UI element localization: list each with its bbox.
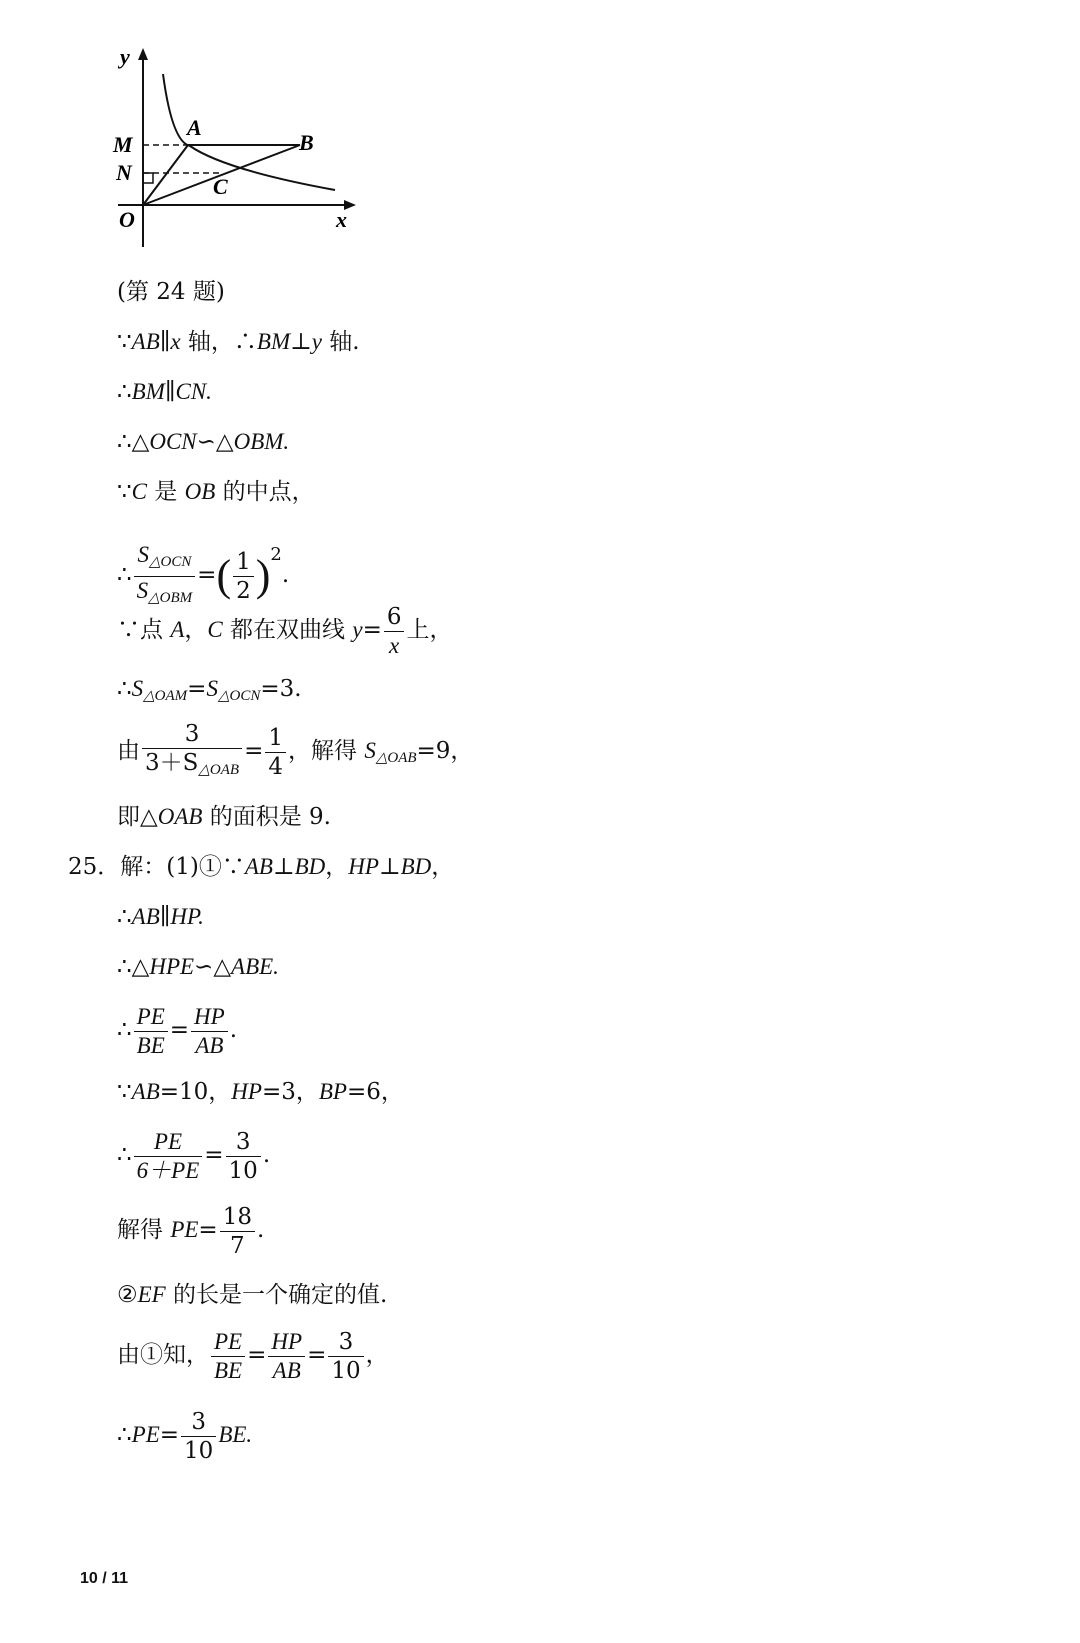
label-N: N	[116, 160, 132, 185]
figure-caption: (第 24 题)	[117, 279, 225, 305]
fraction-one-quarter: $\frac{1}{4}$	[265, 724, 286, 781]
function-graph-figure	[110, 42, 375, 267]
line-6: ∵点 A，C 都在双曲线 y= $\frac{6}{x}$ 上，	[117, 603, 453, 658]
line-15: ∴ $\frac{PE}{6+PE}$ = $\frac{3}{10}$ .	[117, 1128, 271, 1184]
line-13: ∴ $\frac{PE}{BE}$ = $\frac{HP}{AB}$ .	[117, 1003, 238, 1058]
label-x: x	[336, 207, 347, 232]
label-M: M	[113, 132, 133, 157]
line-18: 由①知， $\frac{PE}{BE}$ = $\frac{HP}{AB}$ = $\frac{3}{10}$ ，	[117, 1328, 389, 1384]
line-8: 由 $\frac{3}{\text{3＋S△OAB}}$ = $\frac{1}{4}$ ，解得 S△OAB=9，	[117, 720, 473, 780]
line-7: ∴S△OAM=S△OCN=3.	[117, 676, 302, 704]
line-17: ②EF 的长是一个确定的值.	[117, 1282, 388, 1308]
line-4: ∵C 是 OB 的中点，	[117, 479, 315, 505]
line-16: 解得 PE= $\frac{18}{7}$ .	[117, 1203, 265, 1259]
fraction-area-ratio: $\frac{\text{S△OCN}}{\text{S△OBM}}$	[134, 541, 196, 612]
fraction-3-over-sum: $\frac{3}{\text{3＋S△OAB}}$	[142, 720, 242, 784]
label-A: A	[187, 115, 202, 140]
fraction-one-half: $\frac{1}{2}$	[233, 548, 254, 605]
question-number: 25．	[68, 854, 121, 880]
label-C: C	[213, 174, 228, 199]
line-10: 25．解：(1)①∵AB⊥BD，HP⊥BD，	[68, 854, 455, 880]
line-19: ∴PE= $\frac{3}{10}$ BE.	[117, 1408, 253, 1464]
fraction-6-over-x: $\frac{6}{x}$	[384, 603, 405, 660]
line-5: ∴ $\frac{\text{S△OCN}}{\text{S△OBM}}$ =( $\frac{1}{2}$ )$^2$.	[117, 525, 289, 585]
line-12: ∴△HPE∽△ABE.	[117, 954, 279, 980]
line-2: ∴BM∥CN.	[117, 379, 212, 405]
line-9: 即△OAB 的面积是 9.	[117, 804, 331, 830]
label-B: B	[299, 130, 314, 155]
line-14: ∵AB=10，HP=3，BP=6，	[117, 1079, 404, 1105]
line-11: ∴AB∥HP.	[117, 904, 204, 930]
label-y: y	[120, 44, 130, 69]
page-number: 10 / 11	[80, 1570, 129, 1587]
label-O: O	[119, 207, 135, 232]
line-1: ∵AB∥x 轴，∴BM⊥y 轴.	[117, 329, 360, 355]
line-3: ∴△OCN∽△OBM.	[117, 429, 290, 455]
